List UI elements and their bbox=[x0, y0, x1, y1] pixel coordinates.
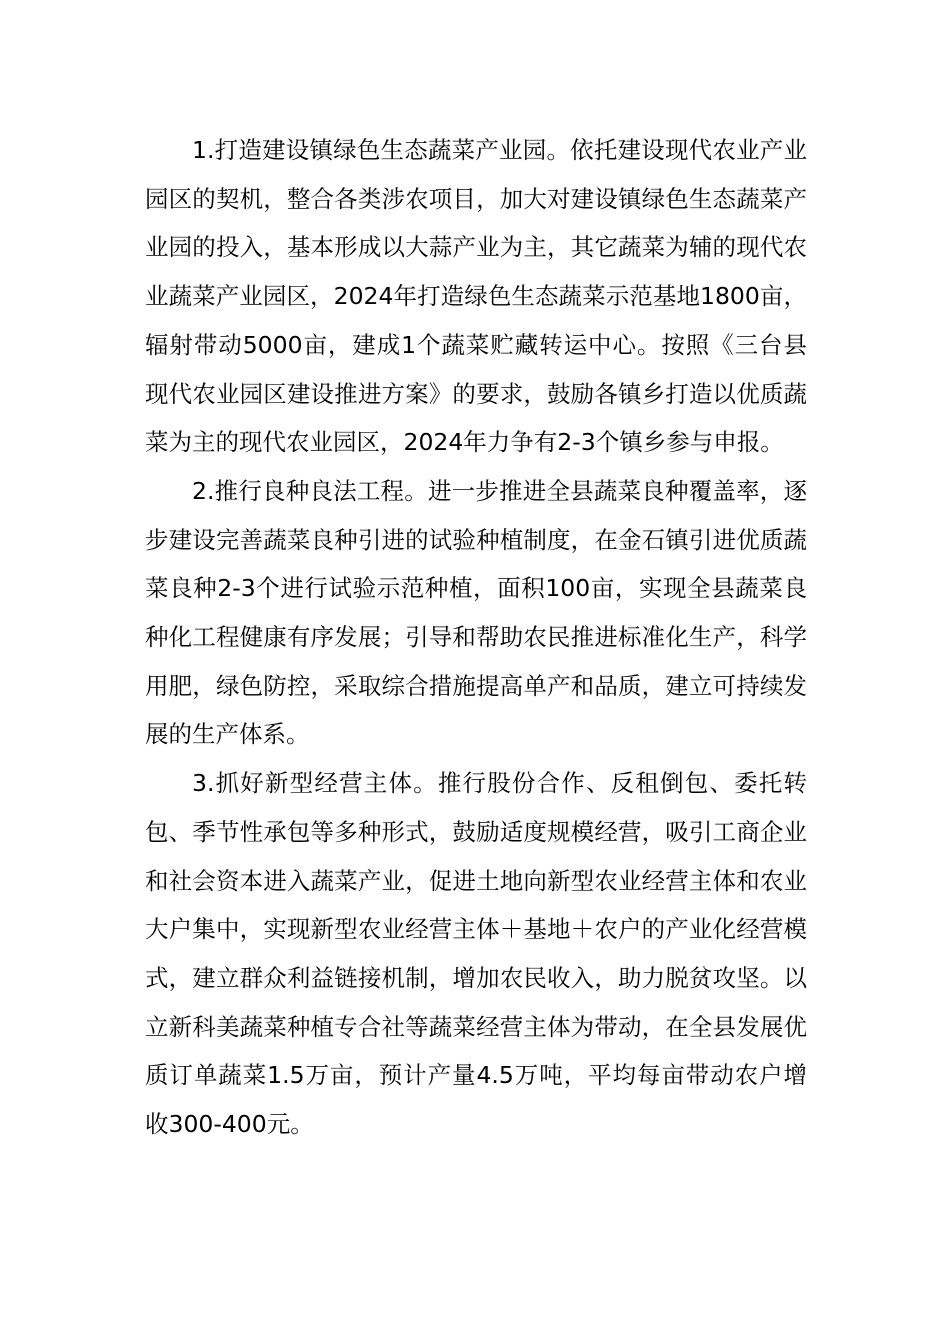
paragraph-2: 2.推行良种良法工程。进一步推进全县蔬菜良种覆盖率，逐步建设完善蔬菜良种引进的试验种植制度，在金石镇引进优质蔬菜良种2-3个进行试验示范种植，面积100亩，实现全县蔬菜良种化工程健康有序发展；引导和帮助农民推进标准化生产，科学用肥，绿色防控，采取综合措施提高单产和品质，建立可持续发展的生产体系。 bbox=[145, 476, 807, 749]
paragraph-3: 3.抓好新型经营主体。推行股份合作、反租倒包、委托转包、季节性承包等多种形式，鼓励适度规模经营，吸引工商企业和社会资本进入蔬菜产业，促进土地向新型农业经营主体和农业大户集中，实现新型农业经营主体＋基地＋农户的产业化经营模式，建立群众利益链接机制，增加农民收入，助力脱贫攻坚。以立新科美蔬菜种植专合社等蔬菜经营主体为带动，在全县发展优质订单蔬菜1.5万亩，预计产量4.5万吨，平均每亩带动农户增收300-400元。 bbox=[145, 769, 807, 1139]
paragraph-1: 1.打造建设镇绿色生态蔬菜产业园。依托建设现代农业产业园区的契机，整合各类涉农项目，加大对建设镇绿色生态蔬菜产业园的投入，基本形成以大蒜产业为主，其它蔬菜为辅的现代农业蔬菜产业园区，2024年打造绿色生态蔬菜示范基地1800亩，辐射带动5000亩，建成1个蔬菜贮藏转运中心。按照《三台县现代农业园区建设推进方案》的要求，鼓励各镇乡打造以优质蔬菜为主的现代农业园区，2024年力争有2-3个镇乡参与申报。 bbox=[145, 136, 807, 457]
document-body bbox=[145, 126, 807, 1149]
